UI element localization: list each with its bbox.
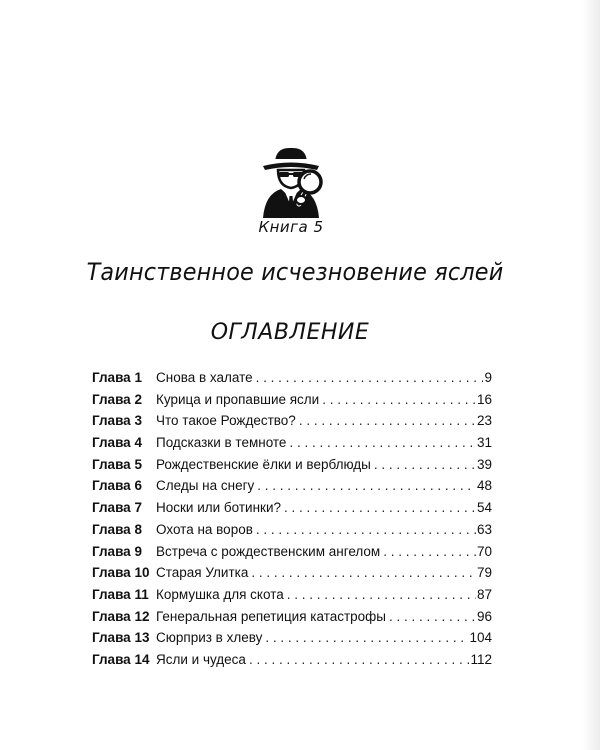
chapter-label: Глава 1 [92,370,142,385]
leader-dots [389,606,476,628]
page-number: 31 [476,435,492,451]
chapter-label: Глава 10 [92,565,150,581]
toc-entry-14 [92,649,492,671]
toc-entry-7 [92,497,492,519]
toc-entry-12 [92,606,492,628]
leader-dots [256,367,484,389]
leader-dots [251,562,476,584]
chapter-label: Глава 11 [92,586,149,602]
chapter-title: Старая Улитка [156,565,249,581]
toc-entry-10 [92,562,492,584]
chapter-label: Глава 3 [92,413,142,429]
toc-entry-13 [92,627,492,649]
chapter-label: Глава 6 [92,478,142,494]
leader-dots [256,519,476,541]
chapter-title: Генеральная репетиция катастрофы [156,608,386,624]
chapter-label: Глава 14 [92,651,150,667]
toc-entry-3 [92,410,492,432]
chapter-title: Рождественские ёлки и верблюды [156,456,371,472]
page-number: 9 [484,370,492,385]
page-number: 39 [476,456,492,472]
table-of-contents [92,367,492,671]
chapter-title: Кормушка для скота [156,586,284,602]
page-number: 23 [476,413,492,429]
chapter-title: Носки или ботинки? [156,500,281,516]
book-number-label: Книга 5 [258,218,324,236]
page-number: 63 [476,521,492,537]
page-number: 48 [476,478,492,494]
chapter-title: Следы на снегу [156,478,255,494]
book-title: Таинственное исчезновение яслей [86,258,504,286]
detective-icon [255,142,327,220]
leader-dots [249,649,470,671]
leader-dots [265,627,468,649]
page-number: 104 [469,630,492,646]
toc-entry-8 [92,519,492,541]
leader-dots [284,497,476,519]
chapter-label: Глава 4 [92,435,142,451]
chapter-label: Глава 12 [92,608,150,624]
toc-entry-5 [92,454,492,476]
page-number: 96 [476,608,492,624]
chapter-label: Глава 2 [92,391,142,407]
leader-dots [257,475,476,497]
chapter-label: Глава 5 [92,456,142,472]
page-number: 54 [476,500,492,516]
chapter-title: Курица и пропавшие ясли [156,391,320,407]
leader-dots [287,584,476,606]
page-edge-shadow [582,0,600,750]
page-number: 70 [476,543,492,559]
chapter-title: Сюрприз в хлеву [156,630,263,646]
toc-entry-6 [92,475,492,497]
leader-dots [322,389,476,411]
page-number: 87 [476,586,492,602]
toc-entry-9 [92,541,492,563]
chapter-title: Подсказки в темноте [156,435,287,451]
chapter-title: Встреча с рождественским ангелом [156,543,381,559]
page-number: 79 [476,565,492,581]
toc-entry-2 [92,389,492,411]
leader-dots [299,410,476,432]
toc-entry-4 [92,432,492,454]
chapter-label: Глава 9 [92,543,142,559]
toc-entry-1 [92,367,492,389]
page-number: 112 [470,651,492,667]
chapter-title: Охота на воров [156,521,253,537]
chapter-title: Снова в халате [156,370,253,385]
chapter-title: Ясли и чудеса [156,651,246,667]
toc-heading: ОГЛАВЛЕНИЕ [210,320,370,345]
page-number: 16 [476,391,492,407]
chapter-label: Глава 8 [92,521,142,537]
chapter-title: Что такое Рождество? [156,413,296,429]
toc-entry-11 [92,584,492,606]
leader-dots [374,454,476,476]
leader-dots [289,432,476,454]
chapter-label: Глава 7 [92,500,142,516]
chapter-label: Глава 13 [92,630,150,646]
leader-dots [383,541,476,563]
